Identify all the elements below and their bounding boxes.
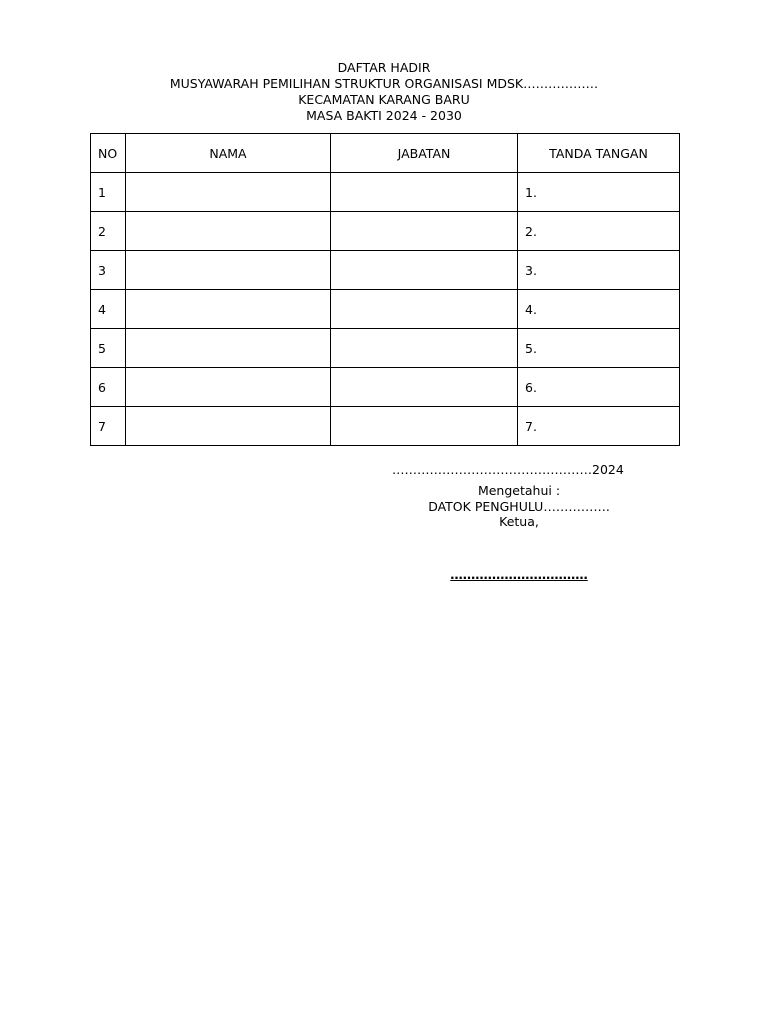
table-header-row (91, 134, 680, 173)
role-label: Ketua, (499, 514, 539, 529)
term-period: MASA BAKTI 2024 - 2030 (306, 108, 462, 123)
cell-tanda-tangan: 7. (518, 407, 680, 446)
table-row (91, 407, 680, 446)
table-row (91, 251, 680, 290)
cell-tanda-tangan: 6. (518, 368, 680, 407)
table-row (91, 329, 680, 368)
document-header (0, 60, 768, 124)
cell-tanda-tangan: 1. (518, 173, 680, 212)
signer-name-line: …………………………… (450, 567, 588, 582)
column-header-no: NO (91, 134, 126, 173)
acknowledged-label: Mengetahui : (477, 483, 561, 498)
cell-jabatan (331, 173, 518, 212)
cell-tanda-tangan: 5. (518, 329, 680, 368)
signature-block (392, 483, 646, 530)
cell-no: 6 (91, 368, 126, 407)
cell-no: 1 (91, 173, 126, 212)
cell-tanda-tangan: 3. (518, 251, 680, 290)
cell-no: 7 (91, 407, 126, 446)
cell-nama (126, 290, 331, 329)
date-line: …………………………………………2024 (392, 462, 624, 477)
document-title: DAFTAR HADIR (337, 60, 431, 75)
table-row (91, 212, 680, 251)
column-header-jabatan: JABATAN (331, 134, 518, 173)
document-subtitle: MUSYAWARAH PEMILIHAN STRUKTUR ORGANISASI MDSK……………… (169, 76, 599, 91)
cell-jabatan (331, 290, 518, 329)
cell-jabatan (331, 407, 518, 446)
cell-nama (126, 173, 331, 212)
table-row (91, 290, 680, 329)
cell-tanda-tangan: 2. (518, 212, 680, 251)
cell-jabatan (331, 368, 518, 407)
office-label: DATOK PENGHULU……………. (428, 498, 610, 514)
cell-nama (126, 368, 331, 407)
table-row (91, 368, 680, 407)
cell-no: 4 (91, 290, 126, 329)
cell-nama (126, 407, 331, 446)
column-header-tanda-tangan: TANDA TANGAN (518, 134, 680, 173)
cell-nama (126, 212, 331, 251)
cell-no: 3 (91, 251, 126, 290)
table-row (91, 173, 680, 212)
cell-jabatan (331, 329, 518, 368)
cell-jabatan (331, 212, 518, 251)
district-name: KECAMATAN KARANG BARU (298, 92, 470, 107)
attendance-table (90, 133, 680, 446)
cell-no: 2 (91, 212, 126, 251)
cell-nama (126, 329, 331, 368)
cell-no: 5 (91, 329, 126, 368)
cell-nama (126, 251, 331, 290)
cell-tanda-tangan: 4. (518, 290, 680, 329)
cell-jabatan (331, 251, 518, 290)
column-header-nama: NAMA (126, 134, 331, 173)
